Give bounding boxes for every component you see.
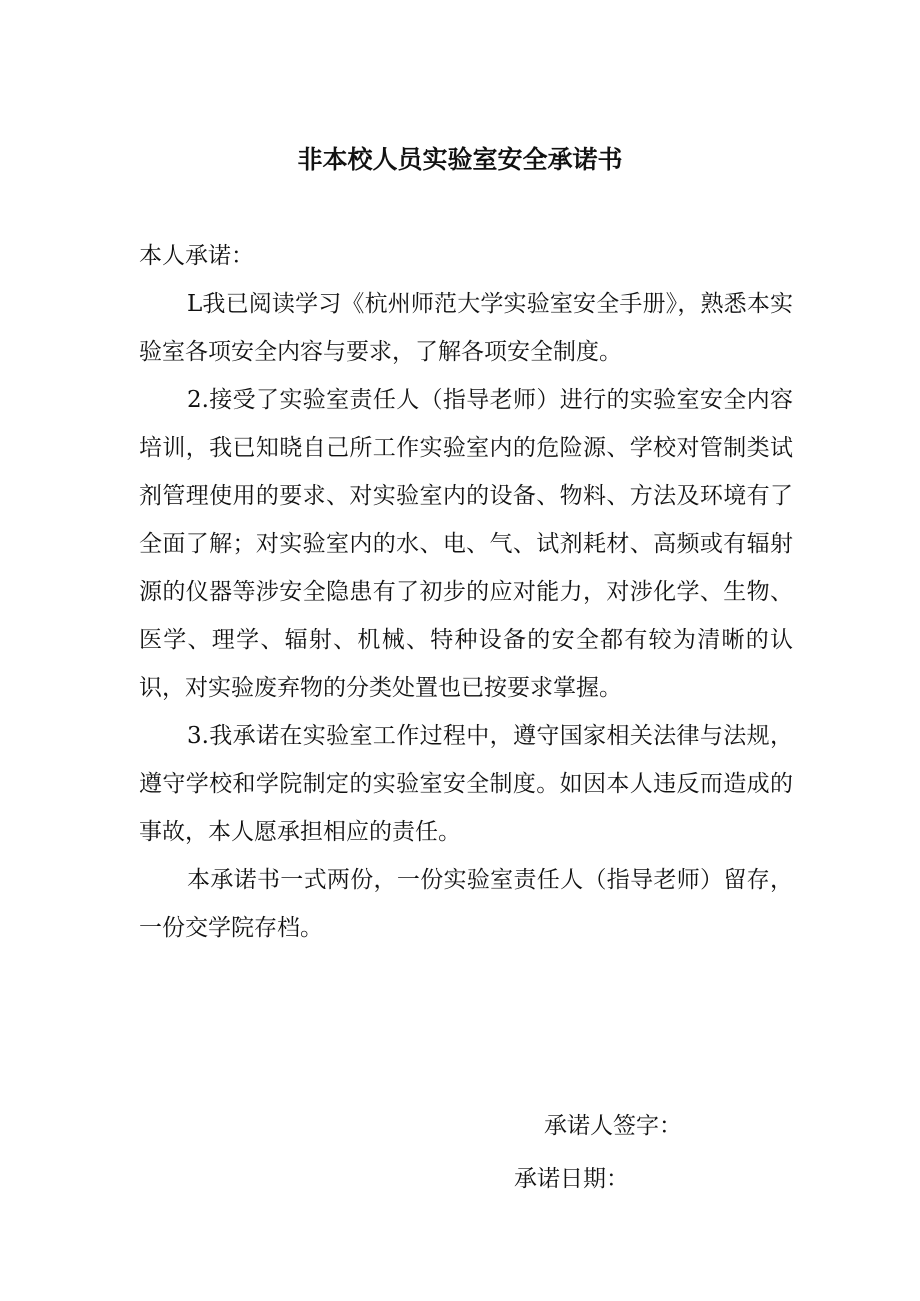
paragraph-3: 3.我承诺在实验室工作过程中，遵守国家相关法律与法规，遵守学校和学院制定的实验室安全制度。如因本人违反而造成的事故，本人愿承担相应的责任。 <box>139 723 793 845</box>
paragraph-1: L我已阅读学习《杭州师范大学实验室安全手册》，熟悉本实验室各项安全内容与要求，了解各项安全制度。 <box>139 291 793 365</box>
opening-line: 本人承诺： <box>139 243 254 269</box>
document-body <box>139 232 793 952</box>
document-title: 非本校人员实验室安全承诺书 <box>297 145 623 174</box>
paragraph-2: 2.接受了实验室责任人（指导老师）进行的实验室安全内容培训，我已知晓自己所工作实验室内的危险源、学校对管制类试剂管理使用的要求、对实验室内的设备、物料、方法及环境有了全面了解；对实验室内的水、电、气、试剂耗材、高频或有辐射源的仪器等涉安全隐患有了初步的应对能力，对涉化学、生物、医学、理学、辐射、机械、特种设备的安全都有较为清晰的认识，对实验废弃物的分类处置也已按要求掌握。 <box>139 387 793 701</box>
date-label: 承诺日期： <box>514 1166 629 1192</box>
signature-label: 承诺人签字： <box>544 1113 682 1139</box>
paragraph-4: 本承诺书一式两份，一份实验室责任人（指导老师）留存，一份交学院存档。 <box>139 867 793 941</box>
